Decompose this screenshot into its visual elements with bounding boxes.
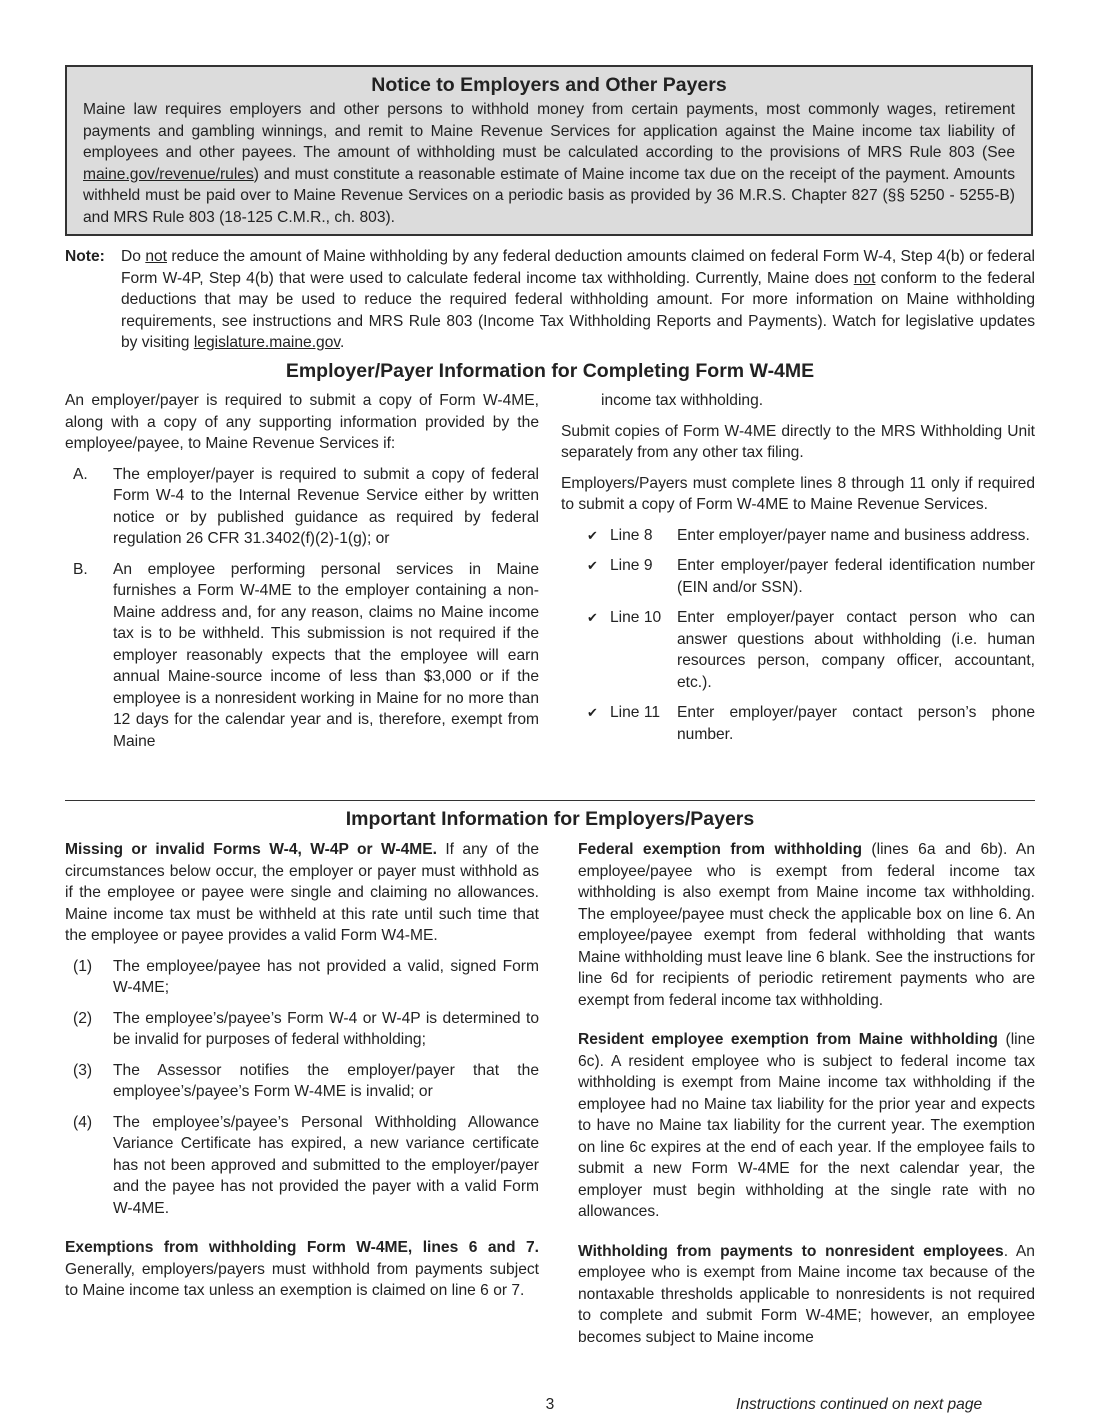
section2-left-column bbox=[65, 839, 539, 1311]
resident-exemption-paragraph: Resident employee exemption from Maine withholding (line 6c). A resident employee who is subject to federal income tax withholding is exempt from Maine income tax withholding if the employee had no Maine tax liability for the prior year and expects to have no Maine tax liability for the current year. The exemption on line 6c expires at the end of each year. If the employee fails to submit a new Form W-4ME for the next calendar year, the employer must begin withholding at the single rate with no allowances. bbox=[578, 1031, 1035, 1220]
note-label: Note: bbox=[65, 248, 105, 265]
note-paragraph: Note: Do not reduce the amount of Maine withholding by any federal deduction amounts claimed on federal Form W-4, Step 4(b) or federal Form W-4P, Step 4(b) that were used to calculate federal income tax withholding. Currently, Maine does not conform to the federal deductions that may be used to reduce the required federal withholding amount. For more information on Maine withholding requirements, see instructions and MRS Rule 803 (Income Tax Withholding Reports and Payments). Watch for legislative updates by visiting legislature.maine.gov. bbox=[65, 248, 1035, 351]
check-icon: ✔ bbox=[587, 527, 598, 543]
section1-left-column bbox=[65, 390, 539, 761]
check-icon: ✔ bbox=[587, 558, 598, 573]
list-item: (2) The employee’s/payee’s Form W-4 or W-4P is determined to be invalid for purposes of federal withholding; bbox=[73, 1009, 539, 1048]
missing-paragraph: Missing or invalid Forms W-4, W-4P or W-4ME. If any of the circumstances below occur, the employer or payer must withhold as if the employee or payee were single and claiming no allowances. Maine income tax must be withheld at this rate until such time that the employee or payee provides a valid Form W4-ME. bbox=[65, 841, 539, 944]
check-icon: ✔ bbox=[587, 705, 598, 720]
list-item: (1) The employee/payee has not provided a valid, signed Form W-4ME; bbox=[73, 957, 539, 996]
exemptions-paragraph: Exemptions from withholding Form W-4ME, lines 6 and 7. Generally, employers/payers must withhold from payments subject to Maine income tax unless an exemption is claimed on line 6 or 7. bbox=[65, 1239, 539, 1299]
section1-right-column bbox=[561, 390, 1035, 754]
list-item: (4) The employee’s/payee’s Personal Withholding Allowance Variance Certificate has expired, a new variance certificate has not been approved and submitted to the employer/payer and the payee has not provided the payer with a valid Form W-4ME. bbox=[73, 1113, 539, 1217]
check-icon: ✔ bbox=[587, 610, 598, 625]
legislature-link[interactable]: legislature.maine.gov bbox=[193, 334, 341, 351]
section1-intro: An employer/payer is required to submit a copy of Form W-4ME, along with a copy of any supporting information provided by the employee/payee, to Maine Revenue Services if: bbox=[65, 392, 539, 452]
notice-box bbox=[65, 65, 1033, 236]
rules-link[interactable]: maine.gov/revenue/rules bbox=[83, 165, 254, 183]
notice-text: Maine law requires employers and other persons to withhold money from certain payments, most commonly wages, retirement payments and gambling winnings, and remit to Maine Revenue Services for application against the Maine income tax liability of employees and other payees. The amount of withholding must be calculated according to the provisions of MRS Rule 803 (See maine.gov/revenue/rules) and must constitute a reasonable estimate of Maine income tax due on the receipt of the payment. Amounts withheld must be paid over to Maine Revenue Services on a periodic basis as provided by 36 M.R.S. Chapter 827 (§§ 5250 - 5255-B) and MRS Rule 803 (18-125 C.M.R., ch. 803). bbox=[83, 101, 1015, 226]
line-item: ✔ Line 8 Enter employer/payer name and business address. bbox=[561, 525, 1035, 547]
line-item: ✔ Line 9 Enter employer/payer federal identification number (EIN and/or SSN). bbox=[561, 555, 1035, 598]
federal-exemption-paragraph: Federal exemption from withholding (lines 6a and 6b). An employee/payee who is exempt from federal income tax withholding is also exempt from Maine income tax withholding. The employee/payee must check the applicable box on line 6. An employee/payee exempt from federal withholding that wants Maine withholding must leave line 6 blank. See the instructions for line 6d for recipients of periodic retirement payments who are exempt from federal income tax withholding. bbox=[578, 841, 1035, 1009]
section2-right-column bbox=[578, 839, 1035, 1357]
line-item: ✔ Line 10 Enter employer/payer contact person who can answer questions about withholding (i.e. human resources person, company officer, accountant, etc.). bbox=[561, 607, 1035, 693]
section-title-employer-info: Employer/Payer Information for Completing Form W-4ME bbox=[285, 360, 815, 382]
section-title-important-info: Important Information for Employers/Payers bbox=[345, 808, 755, 830]
line-item: ✔ Line 11 Enter employer/payer contact person’s phone number. bbox=[561, 702, 1035, 745]
continued-text: income tax withholding. bbox=[601, 392, 764, 409]
nonresident-paragraph: Withholding from payments to nonresident employees. An employee who is exempt from Maine income tax because of the nontaxable thresholds applicable to nonresidents is not required to complete and submit Form W-4ME; however, an employee becomes subject to Maine income bbox=[578, 1242, 1035, 1346]
list-item: (3) The Assessor notifies the employer/payer that the employee’s/payee’s Form W-4ME is invalid; or bbox=[73, 1061, 539, 1100]
page-number: 3 bbox=[545, 1396, 555, 1413]
list-item: B. An employee performing personal services in Maine furnishes a Form W-4ME to the employer containing a non-Maine address and, for any reason, claims no Maine income tax is to be withheld. This submission is not required if the employer reasonably expects that the employee will earn annual Maine-source income of less than $3,000 or if the employee is a nonresident working in Maine for no more than 12 days for the calendar year and is, therefore, exempt from Maine bbox=[73, 560, 539, 750]
list-item: A. The employer/payer is required to submit a copy of federal Form W-4 to the Internal Revenue Service either by written notice or by published guidance as required by federal regulation 26 CFR 31.3402(f)(2)-1(g); or bbox=[73, 465, 539, 547]
submit-text: Submit copies of Form W-4ME directly to the MRS Withholding Unit separately from any other tax filing. bbox=[561, 422, 1035, 461]
lines-intro: Employers/Payers must complete lines 8 through 11 only if required to submit a copy of Form W-4ME to Maine Revenue Services. bbox=[561, 474, 1035, 513]
section-divider bbox=[65, 800, 1035, 801]
notice-title: Notice to Employers and Other Payers bbox=[371, 74, 727, 96]
continued-note: Instructions continued on next page bbox=[736, 1396, 983, 1413]
